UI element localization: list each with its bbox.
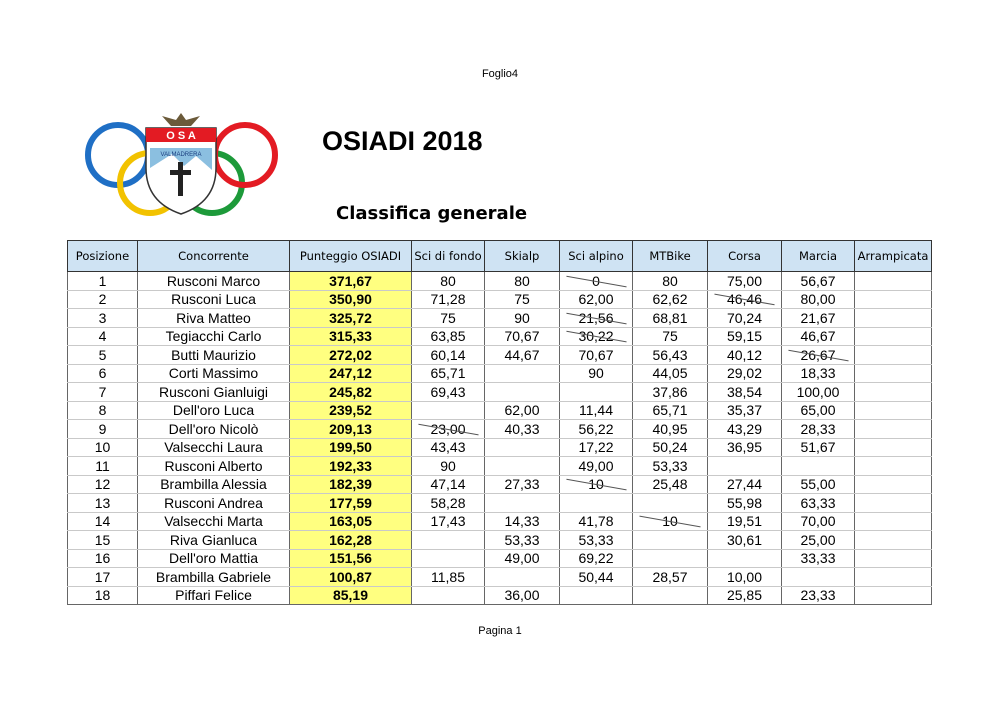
cell-position: 11 <box>68 457 138 476</box>
cell-score: 151,56 <box>290 549 412 568</box>
table-row <box>68 438 932 457</box>
cell-running: 30,61 <box>708 531 782 550</box>
cell-skialp: 44,67 <box>485 346 560 365</box>
column-header-alpine-ski: Sci alpino <box>560 241 633 272</box>
cell-walking: 33,33 <box>782 549 855 568</box>
cell-position: 4 <box>68 327 138 346</box>
cell-competitor: Dell'oro Nicolò <box>138 420 290 439</box>
table-row <box>68 346 932 365</box>
cell-position: 17 <box>68 568 138 587</box>
column-header-position: Posizione <box>68 241 138 272</box>
cell-climbing <box>855 531 932 550</box>
cell-competitor: Riva Matteo <box>138 309 290 328</box>
cell-walking: 100,00 <box>782 383 855 402</box>
cell-position: 5 <box>68 346 138 365</box>
cell-alpine-ski: 17,22 <box>560 438 633 457</box>
table-row <box>68 401 932 420</box>
cell-score: 199,50 <box>290 438 412 457</box>
cell-running: 10,00 <box>708 568 782 587</box>
cell-mtbike: 28,57 <box>633 568 708 587</box>
cell-competitor: Rusconi Luca <box>138 290 290 309</box>
cell-walking: 28,33 <box>782 420 855 439</box>
table-row <box>68 568 932 587</box>
cell-walking: 18,33 <box>782 364 855 383</box>
cell-alpine-ski: 56,22 <box>560 420 633 439</box>
cell-position: 9 <box>68 420 138 439</box>
cell-mtbike: 62,62 <box>633 290 708 309</box>
table-body <box>68 272 932 605</box>
cell-mtbike: 68,81 <box>633 309 708 328</box>
cell-position: 7 <box>68 383 138 402</box>
cell-competitor: Valsecchi Laura <box>138 438 290 457</box>
cell-walking: 25,00 <box>782 531 855 550</box>
cell-skialp: 70,67 <box>485 327 560 346</box>
cell-competitor: Piffari Felice <box>138 586 290 605</box>
cell-mtbike: 37,86 <box>633 383 708 402</box>
cell-cross-country-ski: 17,43 <box>412 512 485 531</box>
cell-mtbike: 40,95 <box>633 420 708 439</box>
cell-walking <box>782 457 855 476</box>
cell-cross-country-ski: 90 <box>412 457 485 476</box>
cell-score: 315,33 <box>290 327 412 346</box>
cell-cross-country-ski: 47,14 <box>412 475 485 494</box>
cell-mtbike: 44,05 <box>633 364 708 383</box>
cell-cross-country-ski: 60,14 <box>412 346 485 365</box>
cell-mtbike <box>633 549 708 568</box>
cell-mtbike <box>633 531 708 550</box>
column-header-climbing: Arrampicata <box>855 241 932 272</box>
cell-position: 13 <box>68 494 138 513</box>
cell-climbing <box>855 549 932 568</box>
cell-alpine-ski: 69,22 <box>560 549 633 568</box>
table-row <box>68 531 932 550</box>
cell-score: 163,05 <box>290 512 412 531</box>
cell-alpine-ski: 21,56 <box>560 309 633 328</box>
cell-alpine-ski: 90 <box>560 364 633 383</box>
cell-alpine-ski: 70,67 <box>560 346 633 365</box>
cell-running: 70,24 <box>708 309 782 328</box>
cell-competitor: Corti Massimo <box>138 364 290 383</box>
cell-position: 10 <box>68 438 138 457</box>
cell-climbing <box>855 457 932 476</box>
cell-position: 3 <box>68 309 138 328</box>
ribbon-text: VALMADRERA <box>160 152 202 158</box>
cell-position: 8 <box>68 401 138 420</box>
cell-cross-country-ski <box>412 531 485 550</box>
cell-climbing <box>855 401 932 420</box>
cell-competitor: Rusconi Gianluigi <box>138 383 290 402</box>
cell-alpine-ski: 30,22 <box>560 327 633 346</box>
cell-mtbike: 65,71 <box>633 401 708 420</box>
cell-cross-country-ski <box>412 549 485 568</box>
cell-competitor: Riva Gianluca <box>138 531 290 550</box>
cell-cross-country-ski <box>412 586 485 605</box>
cell-climbing <box>855 438 932 457</box>
cell-cross-country-ski: 80 <box>412 272 485 291</box>
cell-running <box>708 549 782 568</box>
cell-climbing <box>855 346 932 365</box>
cell-score: 162,28 <box>290 531 412 550</box>
cell-running: 29,02 <box>708 364 782 383</box>
cell-competitor: Brambilla Gabriele <box>138 568 290 587</box>
table-header-row <box>68 241 932 272</box>
cell-score: 247,12 <box>290 364 412 383</box>
cell-alpine-ski: 11,44 <box>560 401 633 420</box>
table-row <box>68 290 932 309</box>
cell-climbing <box>855 586 932 605</box>
cell-score: 325,72 <box>290 309 412 328</box>
cell-competitor: Rusconi Andrea <box>138 494 290 513</box>
cell-competitor: Rusconi Alberto <box>138 457 290 476</box>
cell-cross-country-ski: 23,00 <box>412 420 485 439</box>
table-row <box>68 512 932 531</box>
cell-skialp <box>485 438 560 457</box>
cell-walking: 46,67 <box>782 327 855 346</box>
cell-position: 14 <box>68 512 138 531</box>
cell-climbing <box>855 420 932 439</box>
cell-cross-country-ski: 11,85 <box>412 568 485 587</box>
cell-running: 46,46 <box>708 290 782 309</box>
column-header-running: Corsa <box>708 241 782 272</box>
cell-score: 371,67 <box>290 272 412 291</box>
cell-cross-country-ski: 63,85 <box>412 327 485 346</box>
cell-competitor: Rusconi Marco <box>138 272 290 291</box>
cell-walking: 23,33 <box>782 586 855 605</box>
cell-climbing <box>855 383 932 402</box>
cell-climbing <box>855 475 932 494</box>
cell-alpine-ski <box>560 586 633 605</box>
page-footer: Pagina 1 <box>478 625 522 637</box>
cell-skialp <box>485 568 560 587</box>
cell-walking: 63,33 <box>782 494 855 513</box>
cell-score: 350,90 <box>290 290 412 309</box>
cell-position: 6 <box>68 364 138 383</box>
cell-running: 36,95 <box>708 438 782 457</box>
cell-walking: 51,67 <box>782 438 855 457</box>
cell-score: 245,82 <box>290 383 412 402</box>
cell-running: 55,98 <box>708 494 782 513</box>
column-header-mtbike: MTBike <box>633 241 708 272</box>
cell-skialp <box>485 457 560 476</box>
cell-mtbike: 56,43 <box>633 346 708 365</box>
cell-position: 16 <box>68 549 138 568</box>
column-header-cross-country-ski: Sci di fondo <box>412 241 485 272</box>
cell-running <box>708 457 782 476</box>
cell-mtbike: 53,33 <box>633 457 708 476</box>
page-title: OSIADI 2018 <box>322 126 483 156</box>
cell-walking: 55,00 <box>782 475 855 494</box>
cell-mtbike <box>633 586 708 605</box>
cell-walking: 70,00 <box>782 512 855 531</box>
table-row <box>68 586 932 605</box>
column-header-skialp: Skialp <box>485 241 560 272</box>
cell-score: 272,02 <box>290 346 412 365</box>
table-row <box>68 420 932 439</box>
cell-skialp <box>485 383 560 402</box>
cell-position: 18 <box>68 586 138 605</box>
cross-horizontal <box>170 170 191 175</box>
cell-skialp: 40,33 <box>485 420 560 439</box>
table-row <box>68 494 932 513</box>
cell-running: 35,37 <box>708 401 782 420</box>
osa-olympic-rings-logo <box>80 110 280 220</box>
cell-climbing <box>855 568 932 587</box>
column-header-competitor: Concorrente <box>138 241 290 272</box>
emblem-text: O S A <box>166 130 196 142</box>
cell-walking: 26,67 <box>782 346 855 365</box>
cell-cross-country-ski: 58,28 <box>412 494 485 513</box>
cell-mtbike: 25,48 <box>633 475 708 494</box>
cell-position: 15 <box>68 531 138 550</box>
cell-skialp: 53,33 <box>485 531 560 550</box>
page-subtitle: Classifica generale <box>336 203 528 224</box>
cell-alpine-ski: 49,00 <box>560 457 633 476</box>
cell-cross-country-ski: 75 <box>412 309 485 328</box>
cell-walking: 80,00 <box>782 290 855 309</box>
cell-alpine-ski: 41,78 <box>560 512 633 531</box>
cell-mtbike: 50,24 <box>633 438 708 457</box>
cell-walking: 65,00 <box>782 401 855 420</box>
cell-score: 177,59 <box>290 494 412 513</box>
cell-competitor: Dell'oro Luca <box>138 401 290 420</box>
cell-position: 12 <box>68 475 138 494</box>
cell-cross-country-ski: 71,28 <box>412 290 485 309</box>
cell-running: 40,12 <box>708 346 782 365</box>
cell-alpine-ski: 50,44 <box>560 568 633 587</box>
column-header-score: Punteggio OSIADI <box>290 241 412 272</box>
cell-mtbike: 75 <box>633 327 708 346</box>
cell-alpine-ski: 53,33 <box>560 531 633 550</box>
cell-position: 2 <box>68 290 138 309</box>
cell-skialp: 90 <box>485 309 560 328</box>
cell-competitor: Brambilla Alessia <box>138 475 290 494</box>
cell-competitor: Dell'oro Mattia <box>138 549 290 568</box>
cell-mtbike <box>633 494 708 513</box>
cell-skialp: 36,00 <box>485 586 560 605</box>
cross-vertical <box>178 162 183 196</box>
cell-alpine-ski: 62,00 <box>560 290 633 309</box>
cell-skialp: 62,00 <box>485 401 560 420</box>
cell-skialp: 27,33 <box>485 475 560 494</box>
cell-walking: 56,67 <box>782 272 855 291</box>
cell-score: 192,33 <box>290 457 412 476</box>
cell-mtbike: 80 <box>633 272 708 291</box>
cell-walking <box>782 568 855 587</box>
cell-climbing <box>855 512 932 531</box>
cell-skialp: 49,00 <box>485 549 560 568</box>
cell-mtbike: 10 <box>633 512 708 531</box>
cell-alpine-ski: 0 <box>560 272 633 291</box>
cell-alpine-ski <box>560 494 633 513</box>
cell-climbing <box>855 364 932 383</box>
table-row <box>68 383 932 402</box>
table-row <box>68 549 932 568</box>
eagle-silhouette <box>162 113 200 126</box>
cell-running: 19,51 <box>708 512 782 531</box>
cell-climbing <box>855 309 932 328</box>
column-header-walking: Marcia <box>782 241 855 272</box>
ranking-table <box>67 240 932 605</box>
cell-running: 75,00 <box>708 272 782 291</box>
cell-competitor: Tegiacchi Carlo <box>138 327 290 346</box>
table-row <box>68 309 932 328</box>
table-row <box>68 364 932 383</box>
cell-climbing <box>855 272 932 291</box>
cell-score: 100,87 <box>290 568 412 587</box>
cell-alpine-ski: 10 <box>560 475 633 494</box>
cell-score: 239,52 <box>290 401 412 420</box>
cell-running: 38,54 <box>708 383 782 402</box>
cell-skialp: 75 <box>485 290 560 309</box>
cell-running: 27,44 <box>708 475 782 494</box>
cell-score: 209,13 <box>290 420 412 439</box>
cell-cross-country-ski: 65,71 <box>412 364 485 383</box>
cell-position: 1 <box>68 272 138 291</box>
table-row <box>68 457 932 476</box>
table-row <box>68 272 932 291</box>
cell-skialp: 80 <box>485 272 560 291</box>
cell-score: 85,19 <box>290 586 412 605</box>
cell-skialp: 14,33 <box>485 512 560 531</box>
cell-climbing <box>855 290 932 309</box>
cell-climbing <box>855 327 932 346</box>
cell-score: 182,39 <box>290 475 412 494</box>
cell-cross-country-ski <box>412 401 485 420</box>
cell-running: 43,29 <box>708 420 782 439</box>
table-row <box>68 327 932 346</box>
cell-climbing <box>855 494 932 513</box>
cell-skialp <box>485 494 560 513</box>
table-row <box>68 475 932 494</box>
cell-walking: 21,67 <box>782 309 855 328</box>
cell-competitor: Valsecchi Marta <box>138 512 290 531</box>
sheet-name: Foglio4 <box>481 68 519 80</box>
cell-cross-country-ski: 69,43 <box>412 383 485 402</box>
cell-running: 59,15 <box>708 327 782 346</box>
cell-running: 25,85 <box>708 586 782 605</box>
cell-competitor: Butti Maurizio <box>138 346 290 365</box>
cell-cross-country-ski: 43,43 <box>412 438 485 457</box>
cell-skialp <box>485 364 560 383</box>
cell-alpine-ski <box>560 383 633 402</box>
